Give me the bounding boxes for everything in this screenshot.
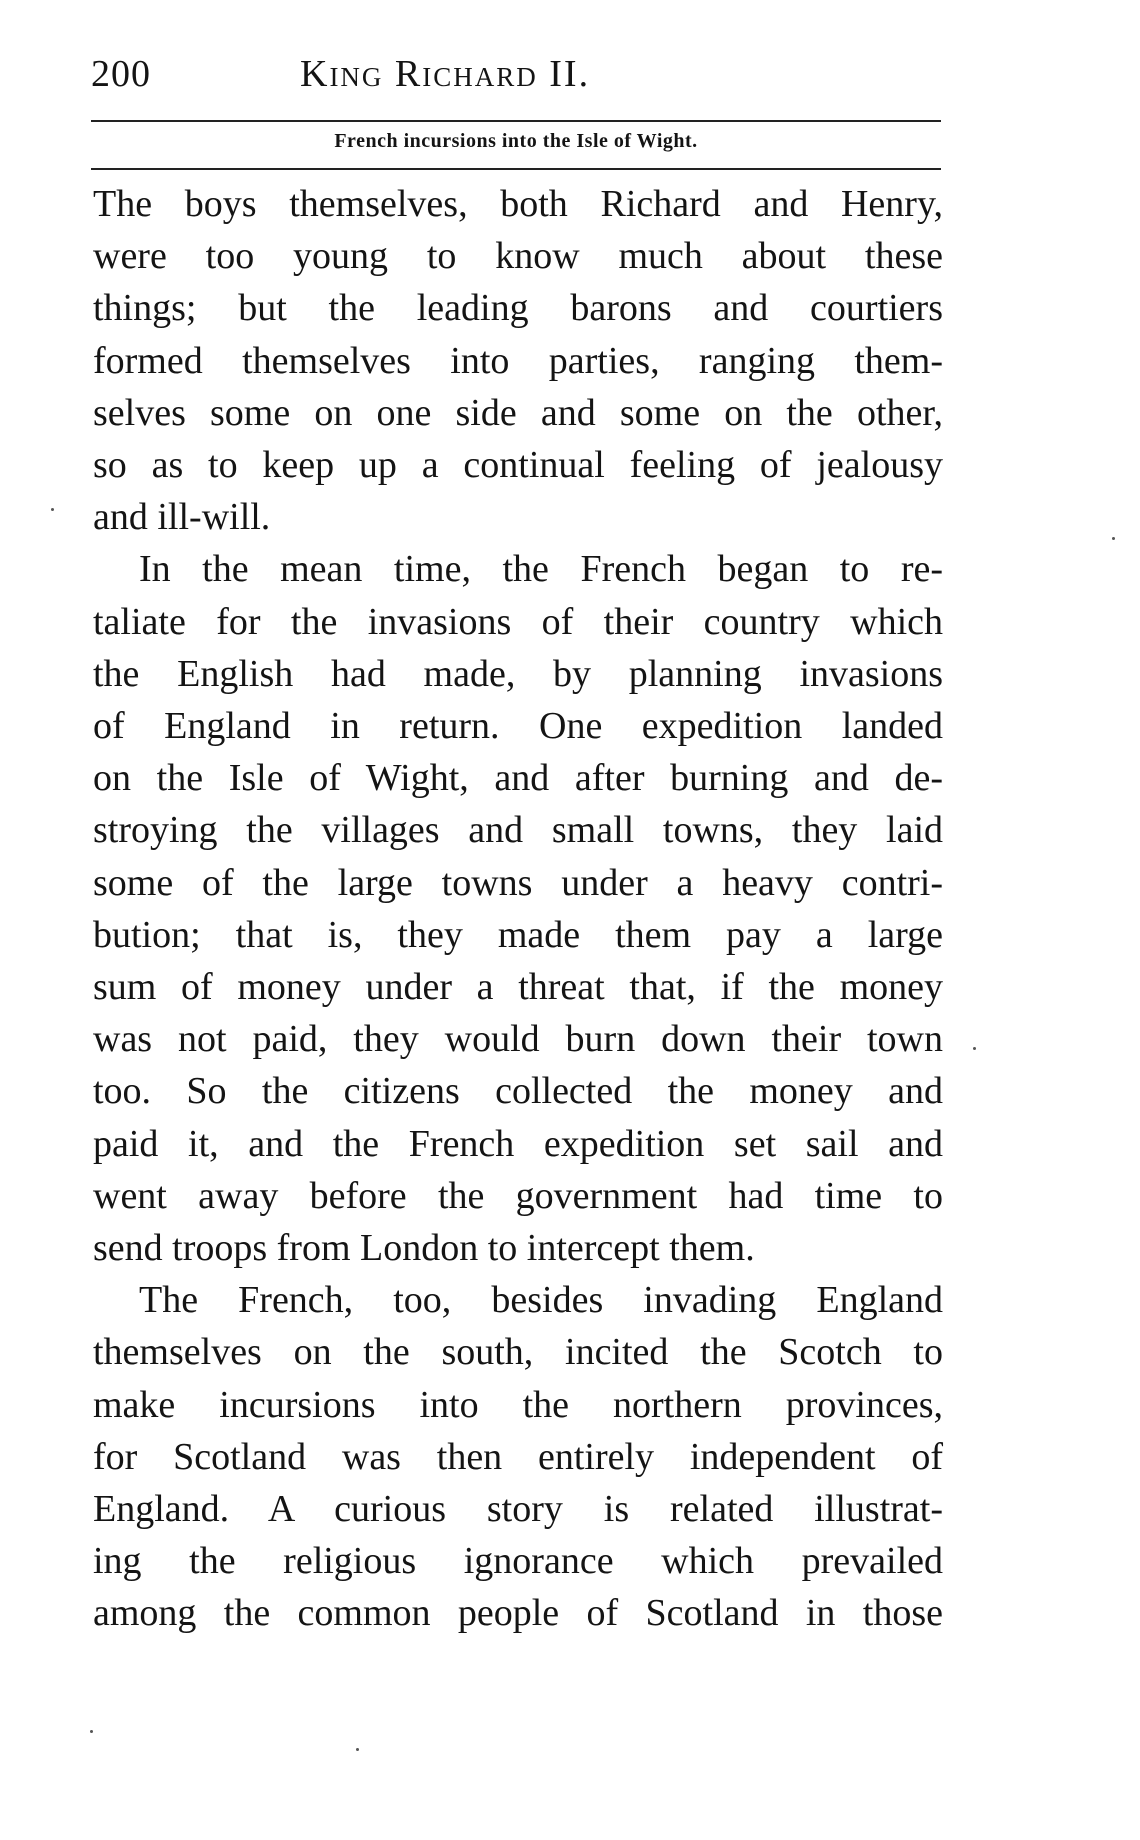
text-line: some of the large towns under a heavy contri- (93, 861, 943, 904)
paragraph-3 (93, 1274, 943, 1639)
scan-speck (973, 1047, 976, 1050)
text-line: for Scotland was then entirely independent of (93, 1435, 943, 1478)
text-line: of England in return. One expedition landed (93, 705, 943, 748)
section-subheading: French incursions into the Isle of Wight. (334, 130, 698, 152)
text-line: among the common people of Scotland in those (93, 1592, 943, 1635)
text-line: the English had made, by planning invasions (93, 652, 943, 695)
text-line: In the mean time, the French began to re- (139, 548, 943, 591)
text-line: went away before the government had time to (93, 1174, 943, 1217)
text-line: on the Isle of Wight, and after burning and de- (93, 757, 943, 800)
text-line: themselves on the south, incited the Scotch to (93, 1331, 943, 1374)
running-head-title: King Richard II. (300, 53, 591, 95)
text-line: sum of money under a threat that, if the money (93, 966, 943, 1009)
text-line: paid it, and the French expedition set sail and (93, 1122, 943, 1165)
paragraph-1 (93, 178, 943, 543)
text-line: ing the religious ignorance which prevailed (93, 1540, 943, 1583)
header-rule-bottom (91, 168, 941, 170)
text-line: so as to keep up a continual feeling of jealousy (93, 444, 943, 487)
text-line: taliate for the invasions of their country which (93, 600, 943, 643)
text-line: selves some on one side and some on the other, (93, 391, 943, 434)
text-line: things; but the leading barons and courtiers (93, 287, 943, 330)
scan-speck (1112, 537, 1115, 540)
text-line: was not paid, they would burn down their town (93, 1018, 943, 1061)
header-rule-top (91, 120, 941, 122)
text-line: England. A curious story is related illustrat- (93, 1488, 943, 1531)
scan-speck (51, 508, 54, 511)
text-line: too. So the citizens collected the money and (93, 1070, 943, 1113)
text-line: make incursions into the northern provinces, (93, 1383, 943, 1426)
text-line: send troops from London to intercept them. (93, 1227, 755, 1270)
text-line: bution; that is, they made them pay a large (93, 913, 943, 956)
scan-speck (356, 1748, 359, 1751)
body-text (93, 178, 943, 1640)
text-line: The French, too, besides invading England (139, 1279, 943, 1322)
text-line: The boys themselves, both Richard and Henry, (93, 183, 943, 225)
text-line: were too young to know much about these (93, 235, 943, 278)
page-number: 200 (91, 53, 151, 95)
text-line: and ill-will. (93, 496, 271, 539)
paragraph-2 (93, 543, 943, 1274)
text-line: stroying the villages and small towns, they laid (93, 809, 943, 852)
text-line: formed themselves into parties, ranging them- (93, 339, 943, 382)
scan-speck (90, 1730, 93, 1733)
